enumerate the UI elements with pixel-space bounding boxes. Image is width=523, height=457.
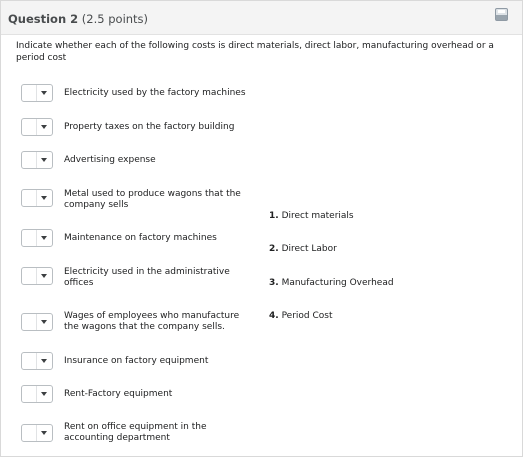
caret-down-icon (41, 392, 47, 396)
caret-down-icon (41, 125, 47, 129)
selected-value (22, 353, 37, 369)
selected-value (22, 190, 37, 206)
cost-item-label: Rent-Factory equipment (64, 389, 173, 399)
option-label: Direct materials (281, 211, 354, 221)
answer-select-6[interactable] (21, 267, 53, 285)
option-item (269, 311, 333, 321)
caret-down-icon (41, 274, 47, 278)
caret-down-icon (41, 236, 47, 240)
selected-value (22, 314, 37, 330)
selected-value (22, 119, 37, 135)
answer-select-3[interactable] (21, 151, 53, 169)
answer-select-1[interactable] (21, 84, 53, 102)
cost-item-label: Advertising expense (64, 155, 156, 165)
selected-value (22, 85, 37, 101)
cost-item-label: Metal used to produce wagons that the company sells (64, 189, 241, 210)
cost-item-label: Maintenance on factory machines (64, 233, 217, 243)
answer-select-2[interactable] (21, 118, 53, 136)
option-item (269, 211, 354, 221)
cost-item-label: Rent on office equipment in the accounting department (64, 422, 207, 443)
selected-value (22, 268, 37, 284)
option-item (269, 278, 394, 288)
answer-select-5[interactable] (21, 229, 53, 247)
answer-select-8[interactable] (21, 352, 53, 370)
selected-value (22, 386, 37, 402)
caret-down-icon (41, 359, 47, 363)
selected-value (22, 425, 37, 441)
caret-down-icon (41, 196, 47, 200)
cost-item-label: Insurance on factory equipment (64, 356, 209, 366)
answer-select-4[interactable] (21, 189, 53, 207)
answer-select-9[interactable] (21, 385, 53, 403)
option-label: Direct Labor (281, 244, 337, 254)
caret-down-icon (41, 91, 47, 95)
caret-down-icon (41, 431, 47, 435)
option-item (269, 244, 337, 254)
cost-item-label: Electricity used in the administrative offices (64, 267, 230, 288)
question-points: (2.5 points) (81, 12, 149, 26)
option-number: 4. (269, 311, 279, 321)
question-header (1, 1, 522, 35)
cost-item-label: Electricity used by the factory machines (64, 88, 246, 98)
cost-item-label: Property taxes on the factory building (64, 122, 235, 132)
caret-down-icon (41, 320, 47, 324)
selected-value (22, 152, 37, 168)
cost-item-label: Wages of employees who manufacture the wagons that the company sells. (64, 311, 240, 332)
question-number: Question 2 (8, 12, 79, 26)
caret-down-icon (41, 158, 47, 162)
option-number: 3. (269, 278, 279, 288)
answer-select-7[interactable] (21, 313, 53, 331)
selected-value (22, 230, 37, 246)
option-number: 1. (269, 211, 279, 221)
floppy-disk-icon[interactable] (495, 8, 508, 21)
option-number: 2. (269, 244, 279, 254)
option-label: Manufacturing Overhead (281, 278, 394, 288)
question-title (8, 12, 148, 26)
question-instructions: Indicate whether each of the following costs is direct materials, direct labor, manufacturing overhead or a period cost (16, 41, 494, 63)
option-label: Period Cost (281, 311, 333, 321)
answer-select-10[interactable] (21, 424, 53, 442)
